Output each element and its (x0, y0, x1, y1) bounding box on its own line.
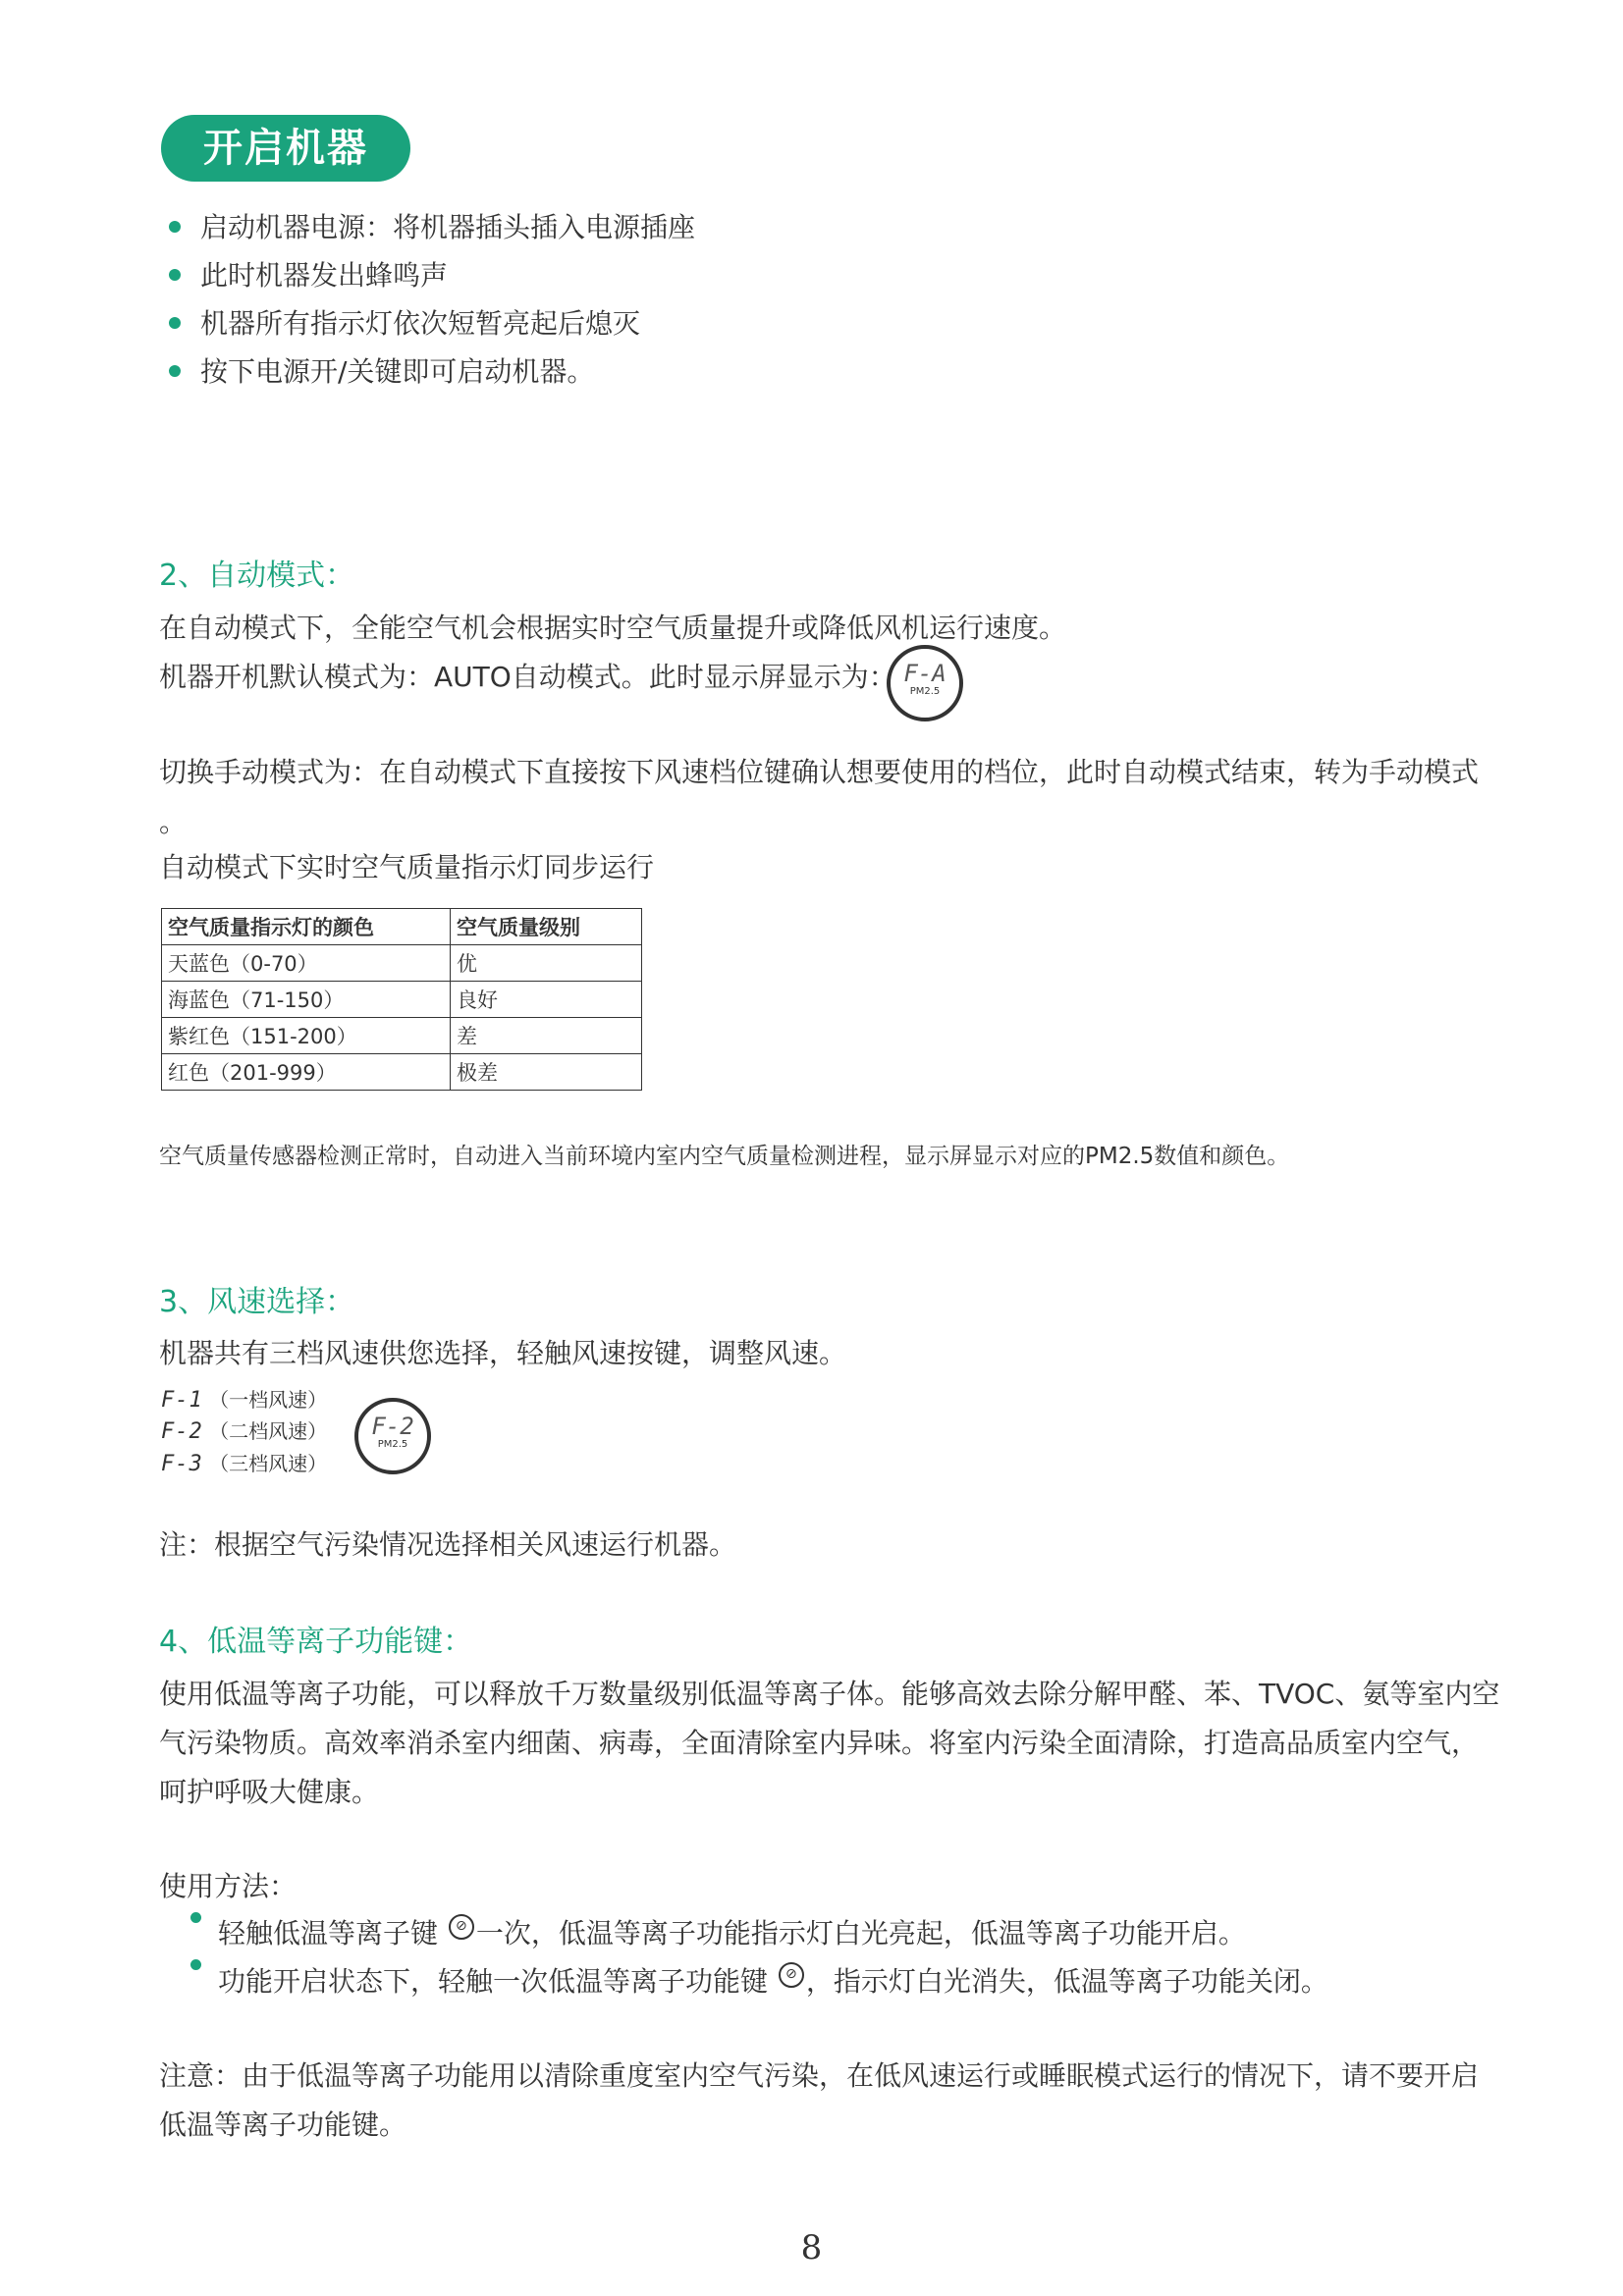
list-item: 按下电源开/关键即可启动机器。 (169, 352, 594, 392)
paragraph: 机器共有三档风速供您选择，轻触风速按键，调整风速。 (159, 1337, 847, 1369)
display-icon: F-2 PM2.5 (354, 1398, 431, 1474)
paragraph: 气污染物质。高效率消杀室内细菌、病毒，全面清除室内异味。将室内污染全面清除，打造高品质室内空气， (159, 1727, 1480, 1759)
ion-key-icon: ⊘ (779, 1962, 804, 1988)
list-item: F-1 （一档风速） (161, 1388, 328, 1413)
table-header: 空气质量级别 (451, 909, 642, 945)
list-item: 轻触低温等离子键 ⊘ 一次，低温等离子功能指示灯白光亮起，低温等离子功能开启。 (218, 1914, 1246, 1953)
bullet-icon (169, 317, 181, 329)
paragraph: 在自动模式下，全能空气机会根据实时空气质量提升或降低风机运行速度。 (159, 612, 1067, 644)
section-title-fan-speed: 3、风速选择： (159, 1285, 355, 1319)
bullet-icon (190, 1959, 201, 1970)
paragraph: 机器开机默认模式为：AUTO自动模式。此时显示屏显示为： (159, 661, 896, 693)
table-row: 海蓝色（71-150） 良好 (162, 982, 642, 1018)
paragraph: 使用低温等离子功能，可以释放千万数量级别低温等离子体。能够高效去除分解甲醛、苯、TVOC、氨等室内空 (159, 1678, 1500, 1710)
section-title-auto: 2、自动模式： (159, 559, 355, 593)
warning-text: 低温等离子功能键。 (159, 2109, 407, 2141)
bullet-icon (169, 365, 181, 377)
list-item: 机器所有指示灯依次短暂亮起后熄灭 (169, 304, 640, 344)
warning-text: 注意：由于低温等离子功能用以清除重度室内空气污染，在低风速运行或睡眠模式运行的情况下，请不要开启 (159, 2059, 1480, 2092)
paragraph: 切换手动模式为：在自动模式下直接按下风速档位键确认想要使用的档位，此时自动模式结束，转为手动模式 (159, 756, 1480, 788)
paragraph: 呵护呼吸大健康。 (159, 1776, 380, 1808)
section-title-ion: 4、低温等离子功能键： (159, 1625, 473, 1659)
bullet-icon (169, 269, 181, 281)
paragraph: 自动模式下实时空气质量指示灯同步运行 (159, 851, 655, 883)
note-text: 空气质量传感器检测正常时，自动进入当前环境内室内空气质量检测进程，显示屏显示对应的PM2.5数值和颜色。 (159, 1144, 1290, 1169)
display-icon: F-A PM2.5 (887, 645, 963, 721)
usage-label: 使用方法： (159, 1870, 298, 1902)
note-text: 注：根据空气污染情况选择相关风速运行机器。 (159, 1528, 737, 1561)
page-number: 8 (800, 2228, 823, 2268)
table-header-row (162, 909, 642, 945)
table-header: 空气质量指示灯的颜色 (162, 909, 451, 945)
list-item: 启动机器电源：将机器插头插入电源插座 (169, 208, 695, 247)
table-row: 天蓝色（0-70） 优 (162, 945, 642, 982)
ion-key-icon: ⊘ (449, 1914, 474, 1940)
bullet-icon (169, 221, 181, 233)
paragraph: 。 (159, 806, 188, 838)
list-item: F-3 （三档风速） (161, 1452, 328, 1476)
list-item: 此时机器发出蜂鸣声 (169, 256, 448, 295)
bullet-icon (190, 1912, 201, 1923)
table-row: 紫红色（151-200） 差 (162, 1018, 642, 1054)
air-quality-table (161, 908, 642, 1091)
list-item: 功能开启状态下，轻触一次低温等离子功能键 ⊘ ，指示灯白光消失，低温等离子功能关闭。 (218, 1962, 1328, 2002)
table-row: 红色（201-999） 极差 (162, 1054, 642, 1091)
section-title-start: 开启机器 (161, 115, 410, 182)
list-item: F-2 （二档风速） (161, 1419, 328, 1444)
